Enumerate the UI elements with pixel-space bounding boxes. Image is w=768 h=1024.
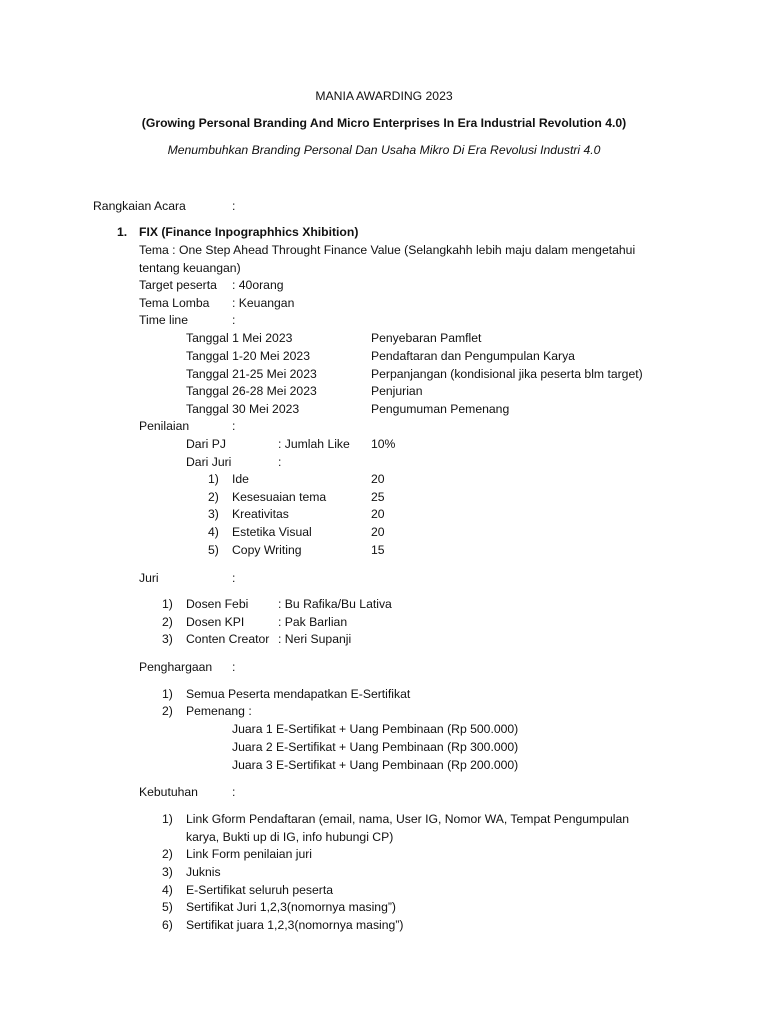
juri-colon: : [232, 571, 236, 585]
criteria-score: 25 [371, 490, 385, 504]
criteria-name: Copy Writing [232, 543, 302, 557]
penghargaan-num: 2) [162, 704, 173, 718]
juri-num: 2) [162, 615, 173, 629]
document-title: MANIA AWARDING 2023 [315, 89, 453, 103]
timeline-date: Tanggal 26-28 Mei 2023 [186, 384, 317, 398]
kebutuhan-num: 6) [162, 918, 173, 932]
timeline-activity: Perpanjangan (kondisional jika peserta blm target) [371, 367, 643, 381]
rangkaian-label: Rangkaian Acara [93, 199, 186, 213]
kebutuhan-text: Juknis [186, 865, 221, 879]
document-subtitle: (Growing Personal Branding And Micro Enterprises In Era Industrial Revolution 4.0) [141, 116, 627, 130]
penilaian-label: Penilaian [139, 419, 190, 433]
kebutuhan-text: Link Gform Pendaftaran (email, nama, User IG, Nomor WA, Tempat Pengumpulan [186, 812, 629, 826]
dari-pj-label: Dari PJ [186, 437, 226, 451]
criteria-score: 20 [371, 472, 385, 486]
criteria-name: Ide [232, 472, 249, 486]
timeline-label: Time line [139, 313, 188, 327]
juri-num: 1) [162, 597, 173, 611]
kebutuhan-num: 3) [162, 865, 173, 879]
penilaian-colon: : [232, 419, 236, 433]
event-number: 1. [117, 225, 128, 239]
criteria-num: 1) [208, 472, 219, 486]
dari-pj-metric: : Jumlah Like [278, 437, 350, 451]
target-value: : 40orang [232, 278, 284, 292]
penghargaan-colon: : [232, 660, 236, 674]
rangkaian-colon: : [232, 199, 236, 213]
lomba-label: Tema Lomba [139, 296, 210, 310]
event-name: FIX (Finance Inpographhics Xhibition) [139, 225, 359, 239]
dari-juri-label: Dari Juri [186, 455, 232, 469]
kebutuhan-text: Sertifikat juara 1,2,3(nomornya masing”) [186, 918, 404, 932]
kebutuhan-colon: : [232, 785, 236, 799]
penghargaan-num: 1) [162, 687, 173, 701]
juri-name: : Bu Rafika/Bu Lativa [278, 597, 392, 611]
criteria-num: 3) [208, 507, 219, 521]
target-label: Target peserta [139, 278, 217, 292]
juara-item: Juara 3 E-Sertifikat + Uang Pembinaan (Rp 200.000) [232, 758, 519, 772]
juri-num: 3) [162, 632, 173, 646]
kebutuhan-num: 4) [162, 883, 173, 897]
penghargaan-text: Semua Peserta mendapatkan E-Sertifikat [186, 687, 411, 701]
event-tema-line2: tentang keuangan) [139, 261, 241, 275]
juri-role: Conten Creator [186, 632, 270, 646]
criteria-name: Kesesuaian tema [232, 490, 327, 504]
criteria-score: 20 [371, 507, 385, 521]
kebutuhan-text-continued: karya, Bukti up di IG, info hubungi CP) [186, 830, 394, 844]
kebutuhan-label: Kebutuhan [139, 785, 198, 799]
juri-name: : Pak Barlian [278, 615, 348, 629]
timeline-activity: Pendaftaran dan Pengumpulan Karya [371, 349, 575, 363]
juara-item: Juara 1 E-Sertifikat + Uang Pembinaan (Rp 500.000) [232, 722, 519, 736]
kebutuhan-num: 2) [162, 847, 173, 861]
penghargaan-text: Pemenang : [186, 704, 252, 718]
juri-label: Juri [139, 571, 159, 585]
criteria-num: 4) [208, 525, 219, 539]
criteria-num: 5) [208, 543, 219, 557]
dari-juri-colon: : [278, 455, 282, 469]
criteria-name: Estetika Visual [232, 525, 312, 539]
timeline-activity: Penyebaran Pamflet [371, 331, 482, 345]
event-tema-line1: Tema : One Step Ahead Throught Finance Value (Selangkahh lebih maju dalam mengetahui [139, 243, 636, 257]
criteria-score: 20 [371, 525, 385, 539]
timeline-activity: Penjurian [371, 384, 423, 398]
criteria-score: 15 [371, 543, 385, 557]
kebutuhan-text: Link Form penilaian juri [186, 847, 312, 861]
dari-pj-value: 10% [371, 437, 396, 451]
juri-name: : Neri Supanji [278, 632, 352, 646]
criteria-num: 2) [208, 490, 219, 504]
timeline-date: Tanggal 1 Mei 2023 [186, 331, 293, 345]
timeline-date: Tanggal 1-20 Mei 2023 [186, 349, 310, 363]
juri-role: Dosen Febi [186, 597, 249, 611]
lomba-value: : Keuangan [232, 296, 295, 310]
kebutuhan-text: E-Sertifikat seluruh peserta [186, 883, 333, 897]
kebutuhan-num: 1) [162, 812, 173, 826]
timeline-colon: : [232, 313, 236, 327]
juri-role: Dosen KPI [186, 615, 245, 629]
kebutuhan-text: Sertifikat Juri 1,2,3(nomornya masing”) [186, 900, 396, 914]
timeline-date: Tanggal 21-25 Mei 2023 [186, 367, 317, 381]
juara-item: Juara 2 E-Sertifikat + Uang Pembinaan (Rp 300.000) [232, 740, 519, 754]
penghargaan-label: Penghargaan [139, 660, 213, 674]
timeline-date: Tanggal 30 Mei 2023 [186, 402, 300, 416]
document-tagline: Menumbuhkan Branding Personal Dan Usaha Mikro Di Era Revolusi Industri 4.0 [167, 143, 601, 157]
timeline-activity: Pengumuman Pemenang [371, 402, 510, 416]
kebutuhan-num: 5) [162, 900, 173, 914]
criteria-name: Kreativitas [232, 507, 289, 521]
